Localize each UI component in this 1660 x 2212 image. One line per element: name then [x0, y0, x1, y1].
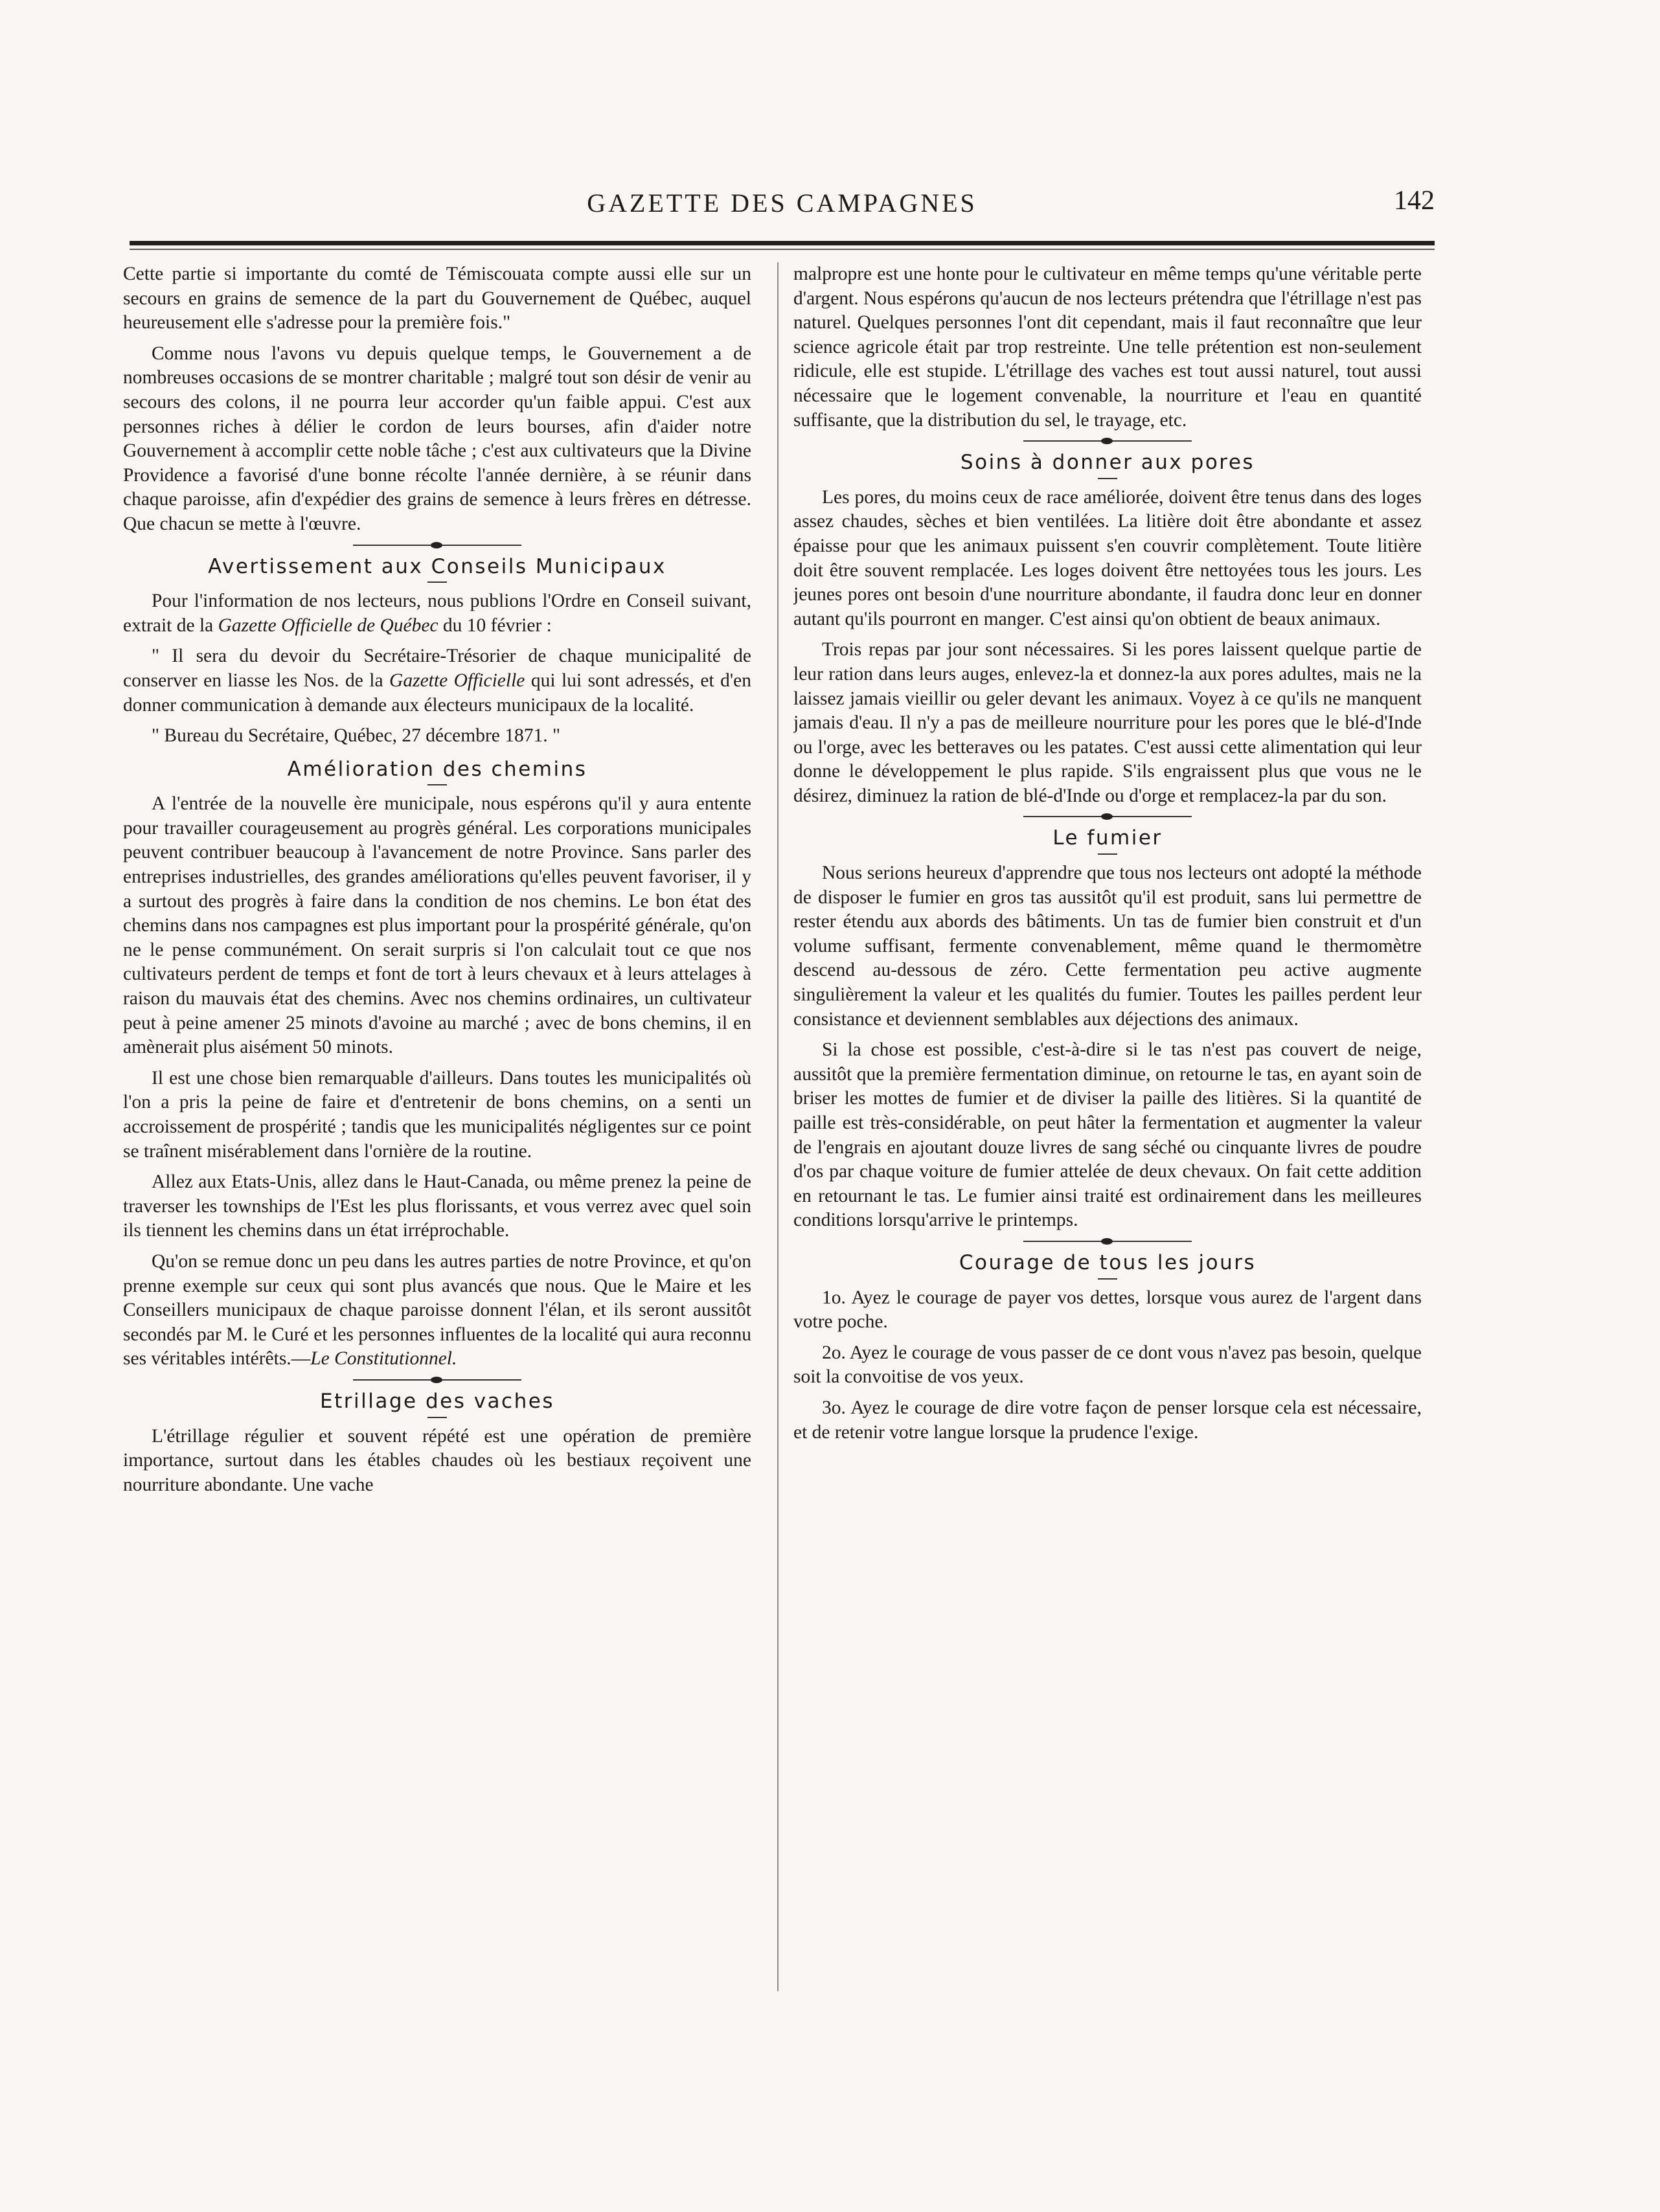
heading-dash	[427, 784, 447, 785]
heading-pores: Soins à donner aux pores	[960, 451, 1255, 475]
heading-etrillage: Etrillage des vaches	[320, 1389, 554, 1413]
paragraph: L'étrillage régulier et souvent répété est une opération de première importance, surtout dans les étables chaudes où les bestiaux reçoivent une nourriture abondante. Une vache	[123, 1425, 751, 1495]
paragraph: Nous serions heureux d'apprendre que tous nos lecteurs ont adopté la méthode de disposer le fumier en gros tas aussitôt qu'il est produit, sans lui permettre de rester étendu aux abords des bâtiments. Un tas de fumier bien construit et d'un volume suffisant, fermente convenablement, même quand le thermomètre descend au-dessous de zéro. Cette fermentation peu active augmente singulièrement la valeur et les qualités du fumier. Toutes les pailles perdent leur consistance et deviennent semblables aux déjections des animaux.	[793, 863, 1422, 1030]
heading-dash	[427, 581, 447, 583]
section-divider	[1023, 816, 1192, 817]
paragraph: Cette partie si importante du comté de Témiscouata compte aussi elle sur un secours en grains de semence de la part du Gouvernement de Québec, auquel heureusement elle s'adresse pour la première fois."	[123, 264, 751, 333]
heading-dash	[1098, 1278, 1117, 1280]
section-divider	[1023, 440, 1192, 442]
heading-dash	[1098, 853, 1117, 855]
paragraph: Comme nous l'avons vu depuis quelque temps, le Gouvernement a de nombreuses occasions de se montrer charitable ; malgré tout son désir de venir au secours des colons, il ne pourra leur accorder qu'un faible appui. C'est aux personnes riches à délier le cordon de leurs bourses, afin d'aider notre Gouvernement à accomplir cette noble tâche ; c'est aux cultivateurs que la Divine Providence a favorisé d'une bonne récolte l'année dernière, à se réunir dans chaque paroisse, afin d'expédier des grains de semence à leurs frères en détresse. Que chacun se mette à l'œuvre.	[123, 343, 751, 534]
header-rule	[130, 241, 1435, 245]
paragraph: Allez aux Etats-Unis, allez dans le Haut-Canada, ou même prenez la peine de traverser les townships de l'Est les plus florissants, et vous verrez avec quel soin ils tiennent les chemins dans un état irréprochable.	[123, 1171, 751, 1241]
heading-chemins: Amélioration des chemins	[287, 757, 587, 781]
section-divider	[1023, 1241, 1192, 1242]
header-rule-thin	[130, 249, 1435, 250]
column-divider	[777, 262, 779, 1991]
paragraph: Les pores, du moins ceux de race améliorée, doivent être tenus dans des loges assez chaudes, sèches et bien ventilées. La litière doit être abondante et assez épaisse pour que les animaux puissent s'en couvrir complètement. Toute litière doit être souvent remplacée. Les loges doivent être nettoyées tous les jours. Les jeunes pores ont besoin d'une nourriture abondante, il faudra donc leur en donner autant qu'ils pourront en manger. C'est ainsi qu'on obtient de beaux animaux.	[793, 486, 1422, 629]
paragraph: Si la chose est possible, c'est-à-dire si le tas n'est pas couvert de neige, aussitôt que la première fermentation diminue, on retourne le tas, en ayant soin de briser les mottes de fumier et de diviser la paille des litières. Si la quantité de paille est très-considérable, on peut hâter la fermentation et augmenter la valeur de l'engrais en ajoutant douze livres de sang séché ou cinquante livres de poudre d'os par chaque voiture de fumier attelée de deux chevaux. On fait cette addition en retournant le tas. Le fumier ainsi traité est ordinairement dans les meilleures conditions lorsqu'arrive le printemps.	[793, 1039, 1422, 1231]
section-divider	[353, 1379, 521, 1381]
paragraph: Il est une chose bien remarquable d'ailleurs. Dans toutes les municipalités où l'on a pris la peine de faire et d'entretenir de bons chemins, on a senti un accroissement de prospérité ; tandis que les municipalités négligentes sur ce point se traînent misérablement dans l'ornière de la routine.	[123, 1067, 751, 1162]
left-column	[123, 262, 751, 1991]
paragraph: Pour l'information de nos lecteurs, nous publions l'Ordre en Conseil suivant, extrait de la Gazette Officielle de Québec du 10 février :	[123, 591, 751, 636]
section-divider	[353, 545, 521, 546]
right-column	[793, 262, 1422, 1991]
list-item: 3o. Ayez le courage de dire votre façon de penser lorsque cela est nécessaire, et de retenir votre langue lorsque la prudence l'exige.	[793, 1397, 1422, 1443]
paragraph: A l'entrée de la nouvelle ère municipale, nous espérons qu'il y aura entente pour travailler courageusement au progrès général. Les corporations municipales peuvent contribuer beaucoup à l'avancement de notre Province. Sans parler des entreprises industrielles, des grandes améliorations qu'elles peuvent favoriser, il y a surtout des progrès à faire dans la condition de nos chemins. Le bon état des chemins dans nos campagnes est plus important pour la prospérité générale, qu'on ne le pense communément. On serait surpris si l'on calculait tout ce que nos cultivateurs perdent de temps et font de tort à leurs chevaux et à leurs attelages à raison du mauvais état des chemins. Avec nos chemins ordinaires, un cultivateur peut à peine amener 25 minots d'avoine au marché ; avec de bons chemins, il en amènerait plus aisément 50 minots.	[123, 793, 751, 1058]
paragraph: Trois repas par jour sont nécessaires. Si les pores laissent quelque partie de leur ration dans leurs auges, enlevez-la et donnez-la aux pores adultes, mais ne la laissez jamais vieillir ou geler devant les animaux. Voyez à ce qu'ils ne manquent jamais d'eau. Il n'y a pas de meilleure nourriture pour les pores que le blé-d'Inde ou l'orge, avec les betteraves ou les patates. C'est aussi cette alimentation qui leur donne le développement le plus rapide. S'ils engraissent plus que vous ne le désirez, diminuez la ration de blé-d'Inde ou d'orge et remplacez-la par du son.	[793, 639, 1422, 806]
page-header	[130, 174, 1435, 232]
paragraph: Qu'on se remue donc un peu dans les autres parties de notre Province, et qu'on prenne exemple sur ceux qui sont plus avancés que nous. Que le Maire et les Conseillers municipaux de chaque paroisse donnent l'élan, et ils seront aussitôt secondés par M. le Curé et les personnes influentes de la localité qui aura reconnu ses véritables intérêts.—Le Constitutionnel.	[123, 1250, 751, 1370]
paragraph: " Il sera du devoir du Secrétaire-Trésorier de chaque municipalité de conserver en liasse les Nos. de la Gazette Officielle qui lui sont adressés, et d'en donner communication à demande aux électeurs municipaux de la localité.	[123, 646, 751, 716]
page-number: 142	[1394, 186, 1435, 216]
heading-dash	[1098, 478, 1117, 479]
list-item: 1o. Ayez le courage de payer vos dettes, lorsque vous aurez de l'argent dans votre poche.	[793, 1287, 1422, 1333]
list-item: 2o. Ayez le courage de vous passer de ce dont vous n'avez pas besoin, quelque soit la convoitise de vos yeux.	[793, 1342, 1422, 1388]
heading-courage: Courage de tous les jours	[959, 1250, 1256, 1274]
heading-fumier: Le fumier	[1052, 826, 1163, 850]
heading-avertissement: Avertissement aux Conseils Municipaux	[208, 554, 666, 578]
paragraph: " Bureau du Secrétaire, Québec, 27 décembre 1871. "	[152, 725, 561, 747]
heading-dash	[427, 1417, 447, 1418]
publication-title: GAZETTE DES CAMPAGNES	[587, 188, 977, 218]
paragraph: malpropre est une honte pour le cultivateur en même temps qu'une véritable perte d'argent. Nous espérons qu'aucun de nos lecteurs prétendra que l'étrillage n'est pas naturel. Quelques personnes l'ont dit cependant, mais il faut reconnaître que leur science agricole était par trop restreinte. Une telle prétention est non-seulement ridicule, elle est stupide. L'étrillage des vaches est tout aussi naturel, tout aussi nécessaire que le logement convenable, la nourriture et l'eau en quantité suffisante, que la distribution du sel, le trayage, etc.	[793, 264, 1422, 431]
